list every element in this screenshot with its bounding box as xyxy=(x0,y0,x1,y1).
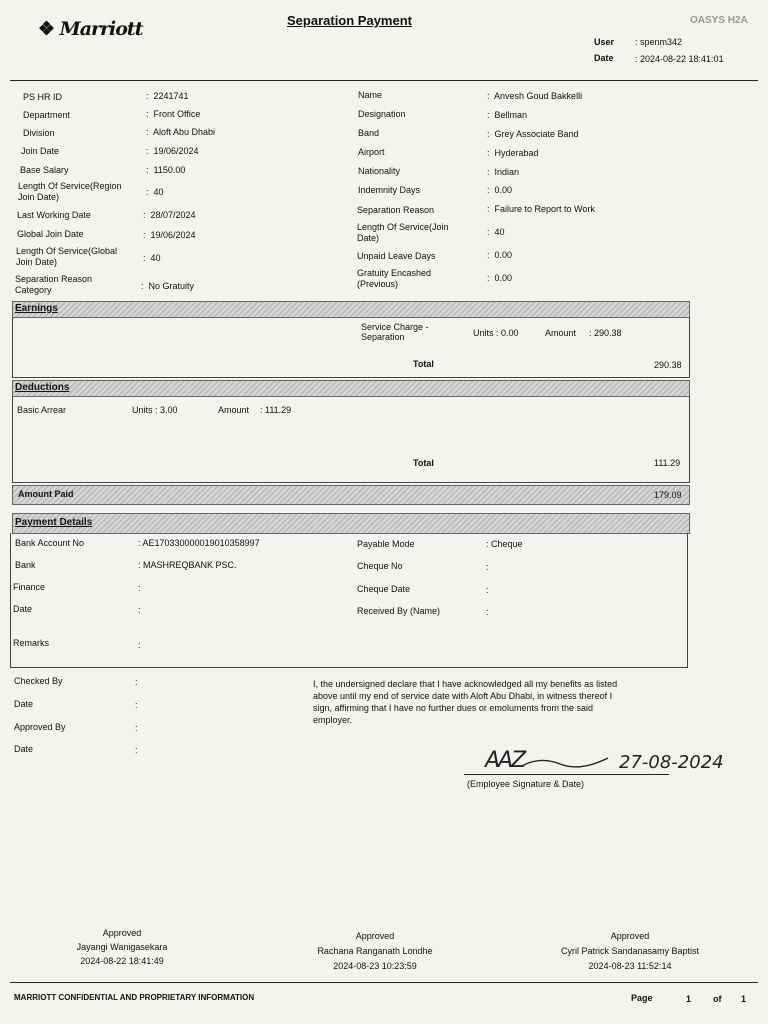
signature-line xyxy=(464,774,669,775)
received-by-value: : xyxy=(486,607,489,617)
page-title: Separation Payment xyxy=(287,13,412,28)
field-value: : Hyderabad xyxy=(487,148,539,158)
cheque-date-label: Cheque Date xyxy=(357,584,411,594)
received-by-label: Received By (Name) xyxy=(357,606,441,616)
declaration-text xyxy=(313,678,617,726)
bank-account-value: : AE170330000019010358997 xyxy=(138,538,260,548)
earning-item-name: Service Charge - Separation xyxy=(361,322,429,342)
payment-details-title: Payment Details xyxy=(15,517,93,528)
ps-hr-id: 2241741 xyxy=(153,91,189,101)
field-label: Join Date xyxy=(21,146,60,156)
checked-date-value: : xyxy=(135,700,138,710)
field-label: Length Of Service(Global Join Date) xyxy=(16,246,118,267)
deductions-section xyxy=(12,396,690,483)
deductions-total-label: Total xyxy=(413,458,434,468)
page-total: 1 xyxy=(741,994,747,1004)
approver-name: Rachana Ranganath Londhe xyxy=(317,946,433,956)
approval-status: Approved xyxy=(355,931,395,941)
field-value: : 19/06/2024 xyxy=(146,146,199,156)
deduction-item-name: Basic Arrear xyxy=(17,405,67,415)
header-rule xyxy=(10,80,758,81)
cheque-date-value: : xyxy=(486,585,489,595)
approval-status: Approved xyxy=(102,928,142,938)
field-value: : No Gratuity xyxy=(141,281,195,291)
field-value: : Front Office xyxy=(146,109,201,119)
footer-rule xyxy=(10,982,758,983)
finance-value: : xyxy=(138,583,141,593)
field-value: : 40 xyxy=(146,187,164,197)
field-value: : 2241741 xyxy=(146,91,189,101)
declaration-line: I, the undersigned declare that I have acknowledged all my benefits as listed xyxy=(313,679,618,689)
field-label: Department xyxy=(23,110,71,120)
field-value: : Anvesh Goud Bakkelli xyxy=(487,91,583,101)
approved-by-value: : xyxy=(135,723,138,733)
earnings-section xyxy=(12,317,690,378)
employee-name: Anvesh Goud Bakkelli xyxy=(494,91,583,101)
field-label: Length Of Service(Region Join Date) xyxy=(18,181,122,202)
cheque-no-label: Cheque No xyxy=(357,561,403,571)
bank-label: Bank xyxy=(15,560,36,570)
field-label: Base Salary xyxy=(20,165,69,175)
field-value: : Indian xyxy=(487,167,520,177)
field-value: : Failure to Report to Work xyxy=(487,204,595,214)
deduction-amount: : 111.29 xyxy=(260,405,292,415)
logo-text: Marriott xyxy=(59,18,143,40)
signature-initials: AAZ xyxy=(485,748,525,773)
confidential-notice: MARRIOTT CONFIDENTIAL AND PROPRIETARY INFORMATION xyxy=(14,993,255,1002)
deductions-header xyxy=(12,380,690,397)
approval-timestamp: 2024-08-23 10:23:59 xyxy=(333,961,417,971)
field-label: Nationality xyxy=(358,166,401,176)
field-label: Airport xyxy=(358,147,385,157)
remarks-label: Remarks xyxy=(13,638,50,648)
checked-by-value: : xyxy=(135,677,138,687)
field-label: Unpaid Leave Days xyxy=(357,251,436,261)
field-label: Indemnity Days xyxy=(358,185,421,195)
payment-details-section xyxy=(10,533,688,668)
approval-block xyxy=(300,929,450,974)
payment-date-value: : xyxy=(138,605,141,615)
field-label: Length Of Service(Join Date) xyxy=(357,222,449,243)
field-value: : 0.00 xyxy=(487,273,513,283)
field-label: Name xyxy=(358,90,383,100)
approval-block xyxy=(52,926,192,968)
deduction-units: Units : 3.00 xyxy=(132,405,178,415)
amount-paid-label: Amount Paid xyxy=(18,489,74,499)
remarks-value: : xyxy=(138,640,141,650)
field-label: Gratuity Encashed (Previous) xyxy=(357,268,432,289)
finance-label: Finance xyxy=(13,582,46,592)
payment-date-label: Date xyxy=(13,604,33,614)
bank-account-label: Bank Account No xyxy=(15,538,85,548)
approver-name: Cyril Patrick Sandanasamy Baptist xyxy=(560,946,700,956)
approved-date-label: Date xyxy=(14,744,34,754)
date-value: : 2024-08-22 18:41:01 xyxy=(635,54,724,64)
field-label: Division xyxy=(23,128,55,138)
field-value: : 40 xyxy=(143,253,161,263)
payable-mode-value: : Cheque xyxy=(486,539,523,549)
approval-timestamp: 2024-08-22 18:41:49 xyxy=(80,956,164,966)
field-label: Last Working Date xyxy=(17,210,91,220)
amount-paid-row xyxy=(12,485,690,505)
date-label: Date xyxy=(594,53,614,63)
approved-date-value: : xyxy=(135,745,138,755)
field-label: Separation Reason xyxy=(357,205,435,215)
field-label: Designation xyxy=(358,109,406,119)
approval-status: Approved xyxy=(610,931,650,941)
user-value: : spenm342 xyxy=(635,37,683,47)
earning-amount: : 290.38 xyxy=(589,328,622,338)
approval-timestamp: 2024-08-23 11:52:14 xyxy=(588,961,672,971)
field-value: : 19/06/2024 xyxy=(143,230,196,240)
field-value: : 1150.00 xyxy=(146,165,186,175)
signature-stroke-icon xyxy=(520,752,610,772)
earnings-header xyxy=(12,301,690,318)
field-value: : 0.00 xyxy=(487,250,513,260)
approver-name: Jayangi Wanigasekara xyxy=(76,942,168,952)
declaration-line: employer. xyxy=(313,715,353,725)
earning-amount-label: Amount xyxy=(545,328,577,338)
declaration-line: sign, affirming that I have no further dues or emoluments from the said xyxy=(313,703,593,713)
field-value: : Aloft Abu Dhabi xyxy=(146,127,216,137)
earnings-title: Earnings xyxy=(15,303,58,314)
marriott-logo xyxy=(38,18,142,40)
field-value: : Bellman xyxy=(487,110,528,120)
deductions-total: 111.29 xyxy=(654,458,681,468)
earning-units: Units : 0.00 xyxy=(473,328,519,338)
deductions-title: Deductions xyxy=(15,382,70,393)
field-value: : Grey Associate Band xyxy=(487,129,579,139)
field-label: Separation Reason Category xyxy=(15,274,93,295)
signature-caption: (Employee Signature & Date) xyxy=(467,779,585,789)
approval-block xyxy=(540,929,720,974)
signature-date: 27-08-2024 xyxy=(619,752,724,773)
checked-date-label: Date xyxy=(14,699,34,709)
field-value: : 0.00 xyxy=(487,185,513,195)
approved-by-label: Approved By xyxy=(14,722,66,732)
page-of: of xyxy=(713,994,722,1004)
payment-details-header xyxy=(12,513,690,534)
amount-paid-value: 179.09 xyxy=(654,490,682,500)
cheque-no-value: : xyxy=(486,562,489,572)
page-current: 1 xyxy=(686,994,692,1004)
logo-mark-icon: ❖ xyxy=(38,18,55,40)
earnings-total-label: Total xyxy=(413,359,434,369)
page-label: Page xyxy=(631,993,653,1003)
checked-by-label: Checked By xyxy=(14,676,63,686)
user-label: User xyxy=(594,37,615,47)
declaration-line: above until my end of service date with Aloft Abu Dhabi, in witness thereof I xyxy=(313,691,613,701)
deduction-amount-label: Amount xyxy=(218,405,250,415)
payable-mode-label: Payable Mode xyxy=(357,539,415,549)
earnings-total: 290.38 xyxy=(654,360,682,370)
system-name: OASYS H2A xyxy=(690,15,748,26)
field-label: Global Join Date xyxy=(17,229,84,239)
field-value: : 28/07/2024 xyxy=(143,210,196,220)
field-label: PS HR ID xyxy=(23,92,63,102)
field-label: Band xyxy=(358,128,380,138)
field-value: : 40 xyxy=(487,227,505,237)
bank-value: : MASHREQBANK PSC. xyxy=(138,560,237,570)
